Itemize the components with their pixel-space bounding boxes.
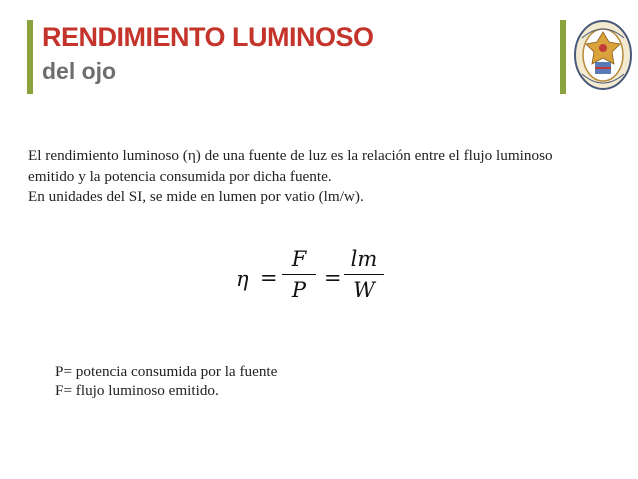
fraction-bar — [282, 274, 316, 275]
formula-eta: η — [236, 267, 249, 291]
formula-equals: = — [324, 266, 342, 290]
formula-fraction-f-over-p — [282, 246, 316, 303]
variable-definitions — [55, 362, 277, 400]
logo-accent-bar — [560, 20, 566, 94]
formula-denominator: W — [353, 278, 375, 302]
definition-f: F= flujo luminoso emitido. — [55, 382, 219, 399]
description-line: emitido y la potencia consumida por dicha fuente. — [28, 167, 332, 185]
formula-denominator: P — [291, 278, 307, 302]
formula-numerator: F — [291, 247, 307, 271]
description-line: El rendimiento luminoso (η) de una fuente de luz es la relación entre el flujo luminoso — [28, 147, 553, 164]
efficiency-formula — [230, 246, 410, 308]
description-paragraph — [28, 146, 628, 208]
page-title: RENDIMIENTO LUMINOSO — [42, 22, 374, 52]
formula-equals: = — [260, 266, 278, 290]
description-line: En unidades del SI, se mide en lumen por vatio (lm/w). — [28, 188, 364, 205]
formula-fraction-lm-over-w — [344, 246, 384, 303]
definition-p: P= potencia consumida por la fuente — [55, 363, 278, 380]
formula-numerator: lm — [350, 247, 378, 271]
university-seal-icon — [572, 18, 634, 92]
title-accent-bar — [27, 20, 33, 94]
page-subtitle: del ojo — [42, 58, 117, 84]
fraction-bar — [344, 274, 384, 275]
